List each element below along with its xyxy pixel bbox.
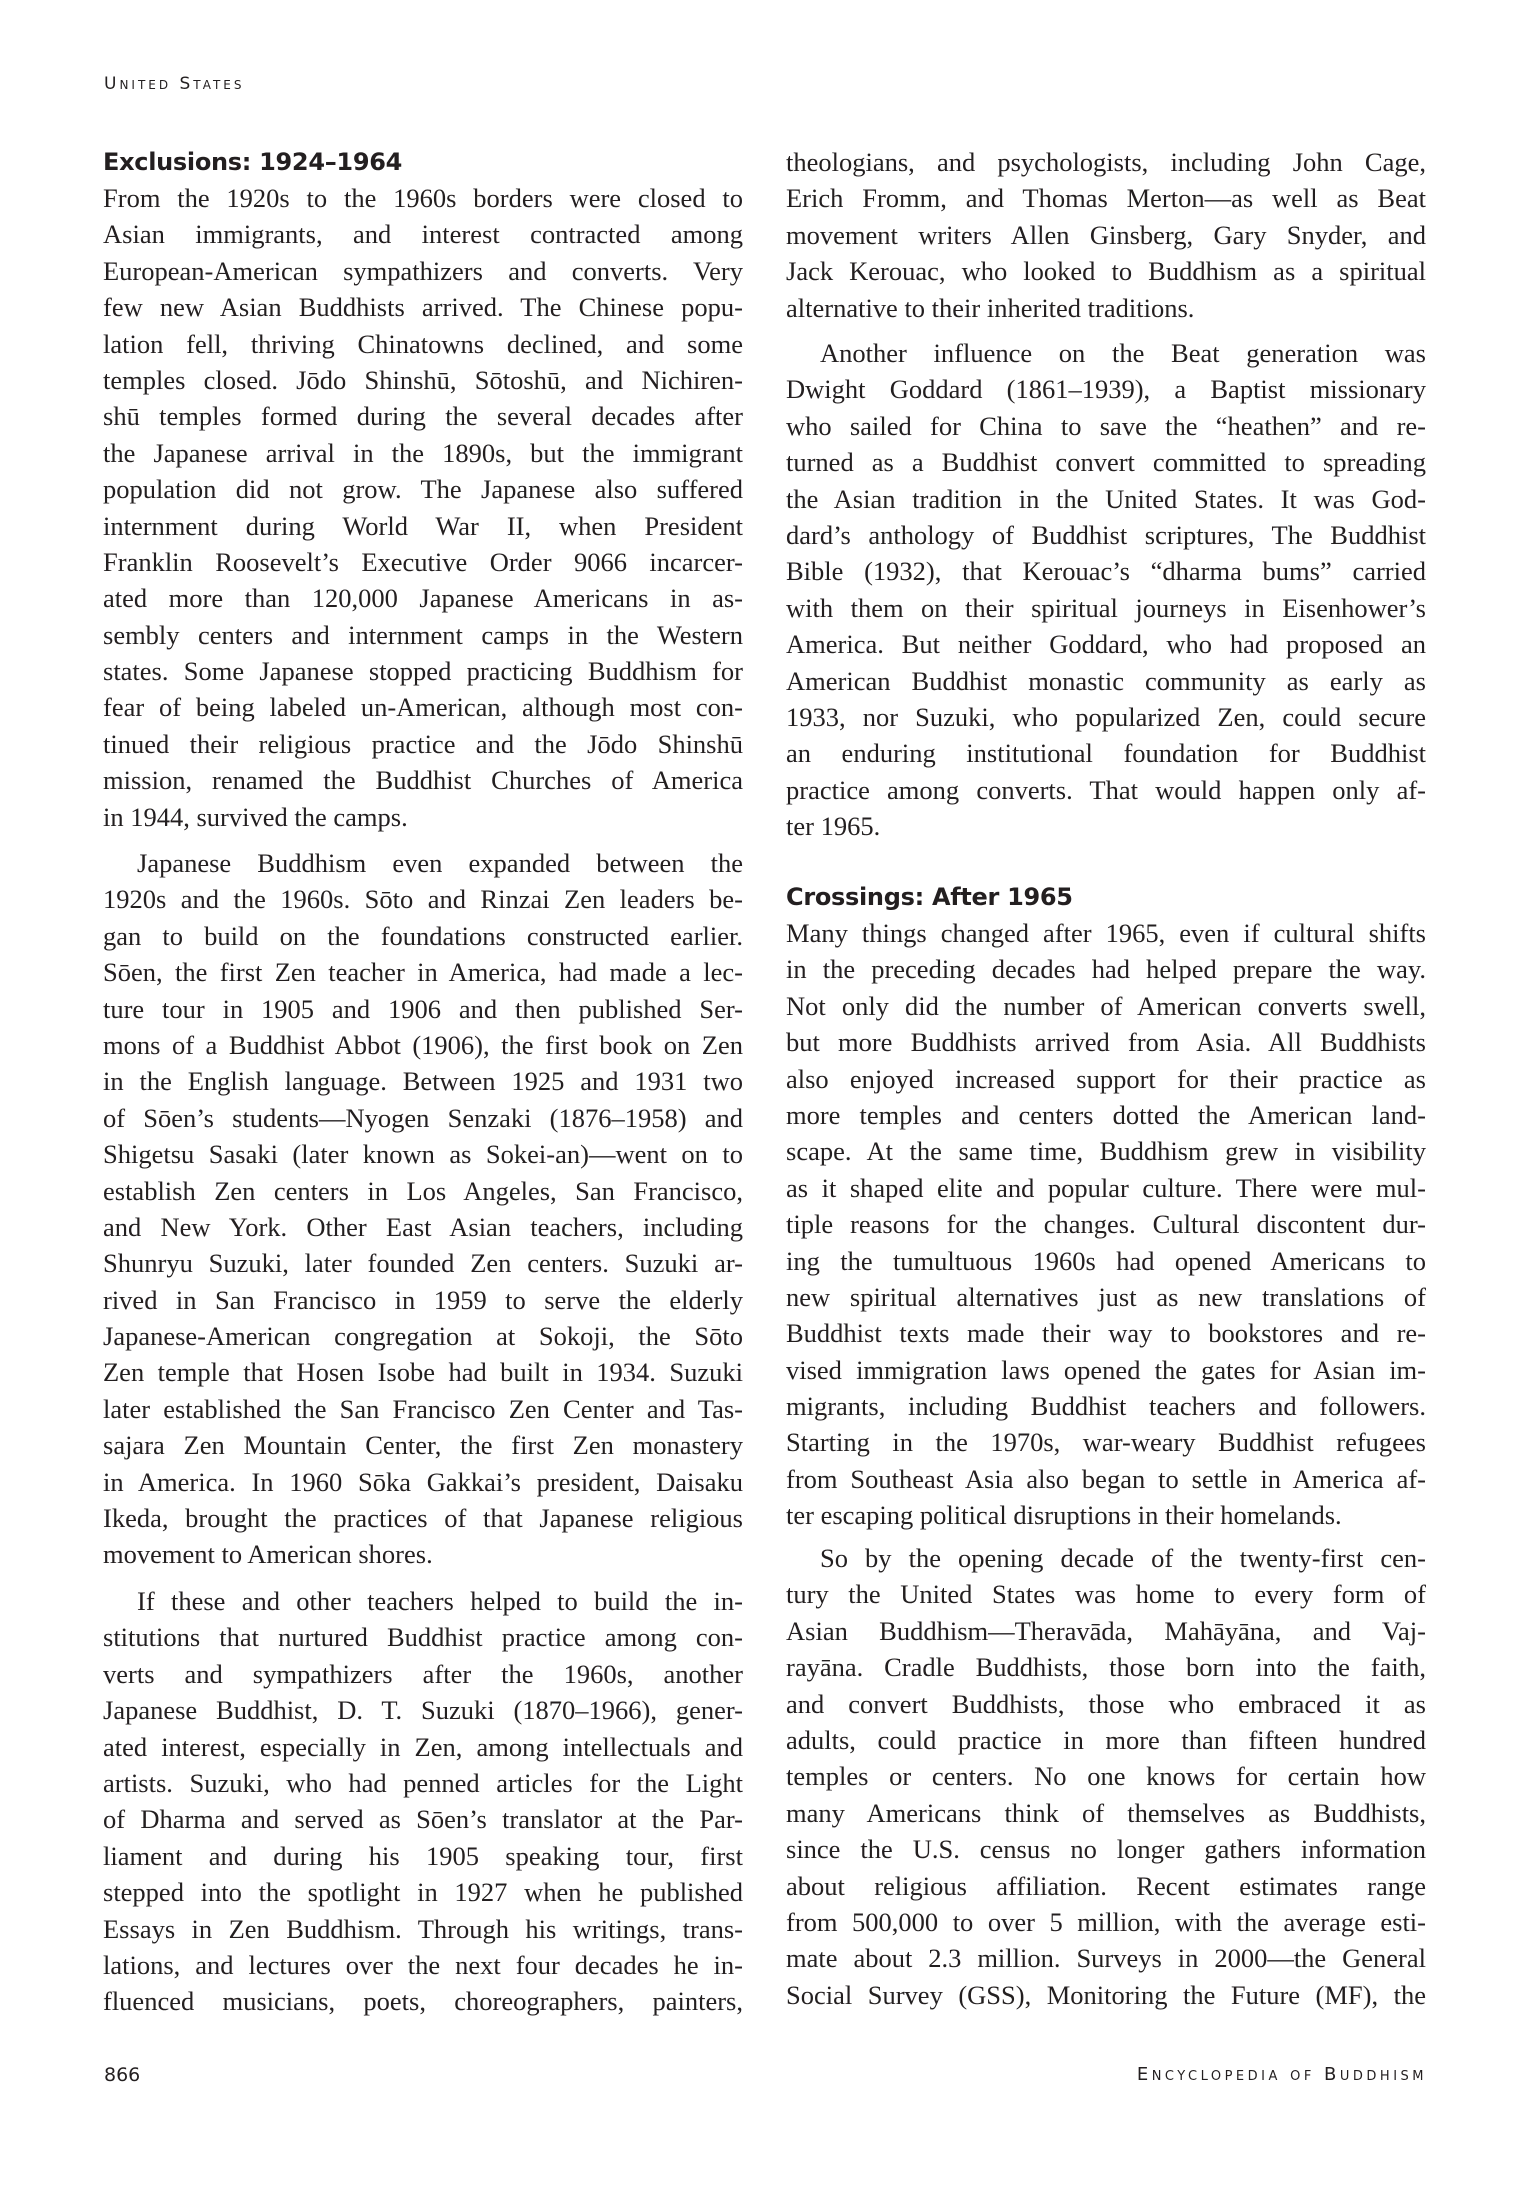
text-line: verts and sympathizers after the 1960s, another — [103, 1658, 743, 1689]
text-line: If these and other teachers helped to build the in- — [137, 1586, 743, 1616]
text-line: theologians, and psychologists, including John Cage, — [786, 147, 1426, 177]
text-line: stepped into the spotlight in 1927 when he published — [103, 1877, 743, 1908]
text-line: Japanese Buddhist, D. T. Suzuki (1870–1966), gener- — [103, 1695, 743, 1726]
text-line: scape. At the same time, Buddhism grew in visibility — [786, 1136, 1426, 1167]
footer-book-title: Encyclopedia of Buddhism — [1136, 2064, 1427, 2085]
paragraph-crossings-1 — [786, 915, 1426, 1534]
text-line: Japanese Buddhism even expanded between the — [137, 848, 743, 878]
paragraph-exclusions-2 — [103, 845, 743, 1573]
text-line: mate about 2.3 million. Surveys in 2000—the General — [786, 1943, 1426, 1974]
text-line: new spiritual alternatives just as new translations of — [786, 1281, 1426, 1312]
text-line: tiple reasons for the changes. Cultural discontent dur- — [786, 1209, 1426, 1240]
text-line: 1933, nor Suzuki, who popularized Zen, could secure — [786, 701, 1426, 732]
text-line: temples or centers. No one knows for certain how — [786, 1761, 1426, 1792]
text-line: of Sōen’s students—Nyogen Senzaki (1876–1958) and — [103, 1102, 743, 1133]
text-line: mons of a Buddhist Abbot (1906), the first book on Zen — [103, 1029, 743, 1060]
paragraph-crossings-2 — [786, 1540, 1426, 2013]
text-line: more temples and centers dotted the American land- — [786, 1099, 1426, 1130]
text-line: Asian Buddhism—Theravāda, Mahāyāna, and Vaj- — [786, 1615, 1426, 1646]
running-head: United States — [104, 74, 245, 94]
text-line: from Southeast Asia also began to settle in America af- — [786, 1463, 1426, 1494]
text-line: European-American sympathizers and converts. Very — [103, 255, 743, 286]
text-line: movement writers Allen Ginsberg, Gary Snyder, and — [786, 219, 1426, 250]
text-line: adults, could practice in more than fifteen hundred — [786, 1724, 1426, 1755]
text-line: mission, renamed the Buddhist Churches of America — [103, 765, 743, 796]
text-line: Dwight Goddard (1861–1939), a Baptist missionary — [786, 374, 1426, 405]
text-line: dard’s anthology of Buddhist scriptures, The Buddhist — [786, 519, 1426, 550]
text-line: in America. In 1960 Sōka Gakkai’s president, Daisaku — [103, 1466, 743, 1497]
text-line: lations, and lectures over the next four decades he in- — [103, 1949, 743, 1980]
text-line: ated more than 120,000 Japanese Americans in as- — [103, 583, 743, 614]
text-line: American Buddhist monastic community as early as — [786, 665, 1426, 696]
page-number: 866 — [104, 2064, 141, 2086]
text-line: ter escaping political disruptions in their homelands. — [786, 1500, 1342, 1531]
text-line: From the 1920s to the 1960s borders were closed to — [103, 183, 743, 213]
text-line: of Dharma and served as Sōen’s translator at the Par- — [103, 1804, 743, 1835]
text-line: Erich Fromm, and Thomas Merton—as well as Beat — [786, 183, 1426, 214]
text-line: fear of being labeled un-American, although most con- — [103, 692, 743, 723]
text-line: Franklin Roosevelt’s Executive Order 9066 incarcer- — [103, 546, 743, 577]
text-line: Sōen, the first Zen teacher in America, had made a lec- — [103, 957, 743, 988]
text-line: ter 1965. — [786, 811, 881, 842]
text-line: artists. Suzuki, who had penned articles for the Light — [103, 1767, 743, 1798]
text-line: Buddhist texts made their way to bookstores and re- — [786, 1318, 1426, 1349]
text-line: from 500,000 to over 5 million, with the average esti- — [786, 1906, 1426, 1937]
text-line: sembly centers and internment camps in the Western — [103, 619, 743, 650]
text-line: sajara Zen Mountain Center, the first Zen monastery — [103, 1430, 743, 1461]
text-line: since the U.S. census no longer gathers information — [786, 1834, 1426, 1865]
text-line: Zen temple that Hosen Isobe had built in 1934. Suzuki — [103, 1357, 743, 1388]
text-line: Bible (1932), that Kerouac’s “dharma bums” carried — [786, 556, 1426, 587]
paragraph-continued — [786, 144, 1426, 326]
text-line: movement to American shores. — [103, 1539, 433, 1570]
text-line: Not only did the number of American converts swell, — [786, 990, 1426, 1021]
text-line: states. Some Japanese stopped practicing Buddhism for — [103, 656, 743, 687]
text-line: migrants, including Buddhist teachers and followers. — [786, 1391, 1426, 1422]
text-line: Ikeda, brought the practices of that Japanese religious — [103, 1503, 743, 1534]
text-line: in the preceding decades had helped prepare the way. — [786, 954, 1426, 985]
text-line: ture tour in 1905 and 1906 and then published Ser- — [103, 993, 743, 1024]
text-line: later established the San Francisco Zen Center and Tas- — [103, 1393, 743, 1424]
text-line: with them on their spiritual journeys in Eisenhower’s — [786, 592, 1426, 623]
text-line: alternative to their inherited traditions. — [786, 292, 1195, 323]
text-line: in the English language. Between 1925 and 1931 two — [103, 1066, 743, 1097]
text-line: Japanese-American congregation at Sokoji, the Sōto — [103, 1321, 743, 1352]
text-line: but more Buddhists arrived from Asia. All Buddhists — [786, 1027, 1426, 1058]
text-line: Essays in Zen Buddhism. Through his writings, trans- — [103, 1913, 743, 1944]
text-line: the Asian tradition in the United States. It was God- — [786, 483, 1426, 514]
text-line: ated interest, especially in Zen, among intellectuals and — [103, 1731, 743, 1762]
text-line: lation fell, thriving Chinatowns declined, and some — [103, 328, 743, 359]
paragraph-exclusions-3 — [103, 1583, 743, 2020]
text-line: Many things changed after 1965, even if cultural shifts — [786, 918, 1426, 948]
text-line: and convert Buddhists, those who embraced it as — [786, 1688, 1426, 1719]
text-line: as it shaped elite and popular culture. There were mul- — [786, 1172, 1426, 1203]
text-line: 1920s and the 1960s. Sōto and Rinzai Zen leaders be- — [103, 884, 743, 915]
text-line: gan to build on the foundations constructed earlier. — [103, 920, 743, 951]
text-line: and New York. Other East Asian teachers, including — [103, 1211, 743, 1242]
text-line: Shigetsu Sasaki (later known as Sokei-an)—went on to — [103, 1139, 743, 1170]
text-line: the Japanese arrival in the 1890s, but the immigrant — [103, 437, 743, 468]
text-line: So by the opening decade of the twenty-first cen- — [820, 1543, 1426, 1573]
text-line: temples closed. Jōdo Shinshū, Sōtoshū, and Nichiren- — [103, 364, 743, 395]
text-line: tury the United States was home to every form of — [786, 1579, 1426, 1610]
text-line: Shunryu Suzuki, later founded Zen centers. Suzuki ar- — [103, 1248, 743, 1279]
text-line: stitutions that nurtured Buddhist practice among con- — [103, 1622, 743, 1653]
text-line: Starting in the 1970s, war-weary Buddhist refugees — [786, 1427, 1426, 1458]
paragraph-exclusions-1 — [103, 180, 743, 835]
text-line: fluenced musicians, poets, choreographers, painters, — [103, 1986, 743, 2017]
section-heading-exclusions: Exclusions: 1924–1964 — [103, 148, 403, 176]
text-line: vised immigration laws opened the gates for Asian im- — [786, 1354, 1426, 1385]
text-line: America. But neither Goddard, who had proposed an — [786, 629, 1426, 660]
text-line: population did not grow. The Japanese also suffered — [103, 474, 743, 505]
paragraph-goddard — [786, 335, 1426, 844]
text-line: shū temples formed during the several decades after — [103, 401, 743, 432]
text-line: establish Zen centers in Los Angeles, San Francisco, — [103, 1175, 743, 1206]
text-line: tinued their religious practice and the Jōdo Shinshū — [103, 728, 743, 759]
text-line: an enduring institutional foundation for Buddhist — [786, 738, 1426, 769]
text-line: rayāna. Cradle Buddhists, those born into the faith, — [786, 1652, 1426, 1683]
text-line: also enjoyed increased support for their practice as — [786, 1063, 1426, 1094]
text-line: Asian immigrants, and interest contracted among — [103, 219, 743, 250]
text-line: practice among converts. That would happen only af- — [786, 774, 1426, 805]
section-heading-crossings: Crossings: After 1965 — [786, 883, 1073, 911]
text-line: who sailed for China to save the “heathen” and re- — [786, 410, 1426, 441]
text-line: Jack Kerouac, who looked to Buddhism as a spiritual — [786, 256, 1426, 287]
text-line: internment during World War II, when President — [103, 510, 743, 541]
text-line: many Americans think of themselves as Buddhists, — [786, 1797, 1426, 1828]
text-line: liament and during his 1905 speaking tour, first — [103, 1840, 743, 1871]
text-line: rived in San Francisco in 1959 to serve the elderly — [103, 1284, 743, 1315]
text-line: Social Survey (GSS), Monitoring the Future (MF), the — [786, 1979, 1426, 2010]
text-line: few new Asian Buddhists arrived. The Chinese popu- — [103, 292, 743, 323]
text-line: Another influence on the Beat generation was — [820, 338, 1426, 368]
text-line: about religious affiliation. Recent estimates range — [786, 1870, 1426, 1901]
text-line: ing the tumultuous 1960s had opened Americans to — [786, 1245, 1426, 1276]
text-line: in 1944, survived the camps. — [103, 801, 408, 832]
text-line: turned as a Buddhist convert committed to spreading — [786, 447, 1426, 478]
